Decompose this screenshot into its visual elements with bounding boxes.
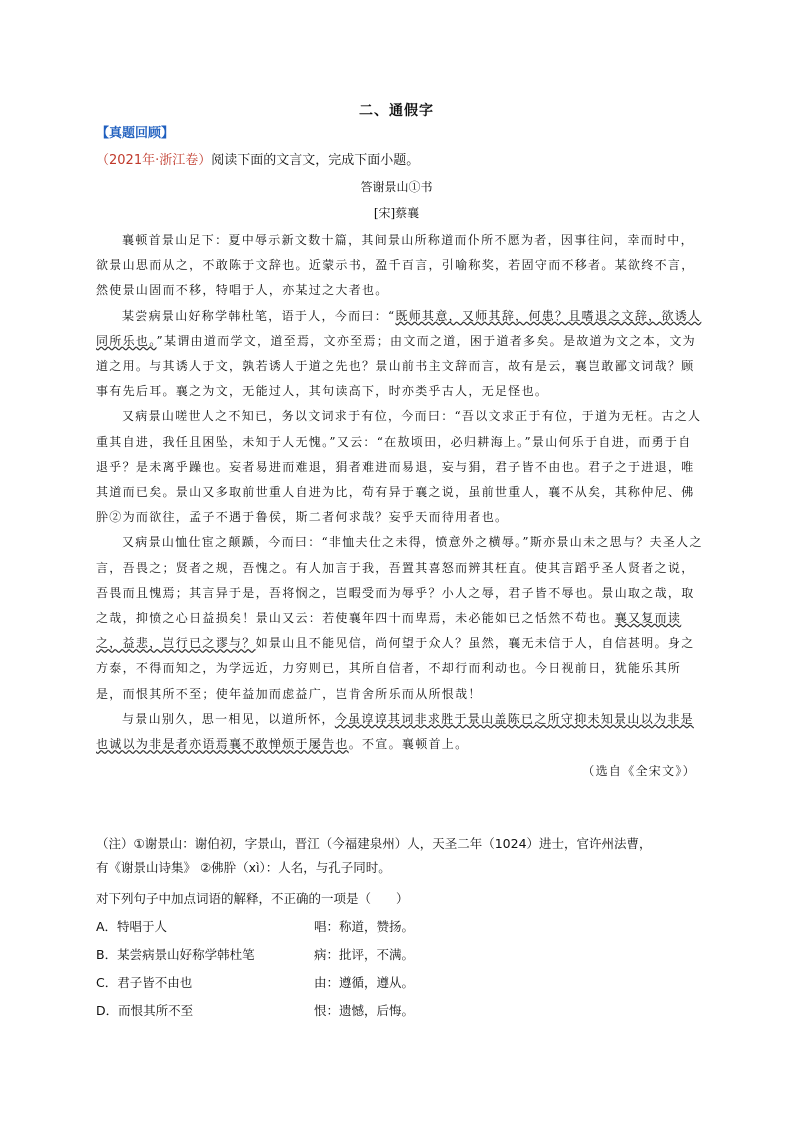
- paragraph-2: 某尝病景山好称学韩杜笔，语于人，今而曰：“既师其意，又师其辞，何患？且嗜退之文辞，欲诱人同所乐也。”某谓由道而学文，道至焉，文亦至焉；由文而之道，困于道者多矣。是故道为文之本，文为道之用。与其诱人于文，孰若诱人于道之先也？景山前书主文辞而言，故有是云，襄岂敢鄙文词哉？顾事有先后耳。襄之为文，无能过人，其句读高下，时亦类乎古人，无足怪也。: [96, 308, 702, 399]
- note-line-1: （注）①谢景山：谢伯初，字景山，晋江（今福建泉州）人，天圣二年（1024）进士，官许州法曹，: [96, 836, 652, 851]
- option-d[interactable]: [96, 997, 696, 1025]
- option-c-sentence: C．君子皆不由也: [96, 975, 193, 990]
- underlined-sentence-3: 今虽谆谆其词非求胜于景山盖陈已之所守抑未知景山以为非是也诚以为非是者亦语焉襄不敢惮烦于屡告也: [96, 711, 694, 752]
- source-line: [96, 149, 419, 168]
- note-line-2: 有《谢景山诗集》 ②佛肸（xì）：人名，与孔子同时。: [96, 860, 391, 875]
- option-a-sentence: A．特唱于人: [96, 919, 168, 934]
- option-c-explanation: 由：遵循，遵从。: [314, 975, 415, 990]
- option-d-sentence: D．而恨其所不至: [96, 1003, 194, 1018]
- option-d-explanation: 恨：遗憾，后悔。: [314, 1003, 415, 1018]
- passage-body: [96, 228, 704, 784]
- paragraph-1: 襄顿首景山足下：夏中辱示新文数十篇，其间景山所称道而仆所不愿为者，因事往问，幸而时中，欲景山思而从之，不敢陈于文辞也。近蒙示书，盈千百言，引喻称奖，若固守而不移者。某欲终不言，然使景山固而不移，特唱于人，亦某过之大者也。: [96, 233, 695, 298]
- option-a[interactable]: [96, 913, 696, 941]
- underlined-sentence-2: 襄又复而读之，益悲，岂行已之谬与？: [96, 611, 682, 651]
- review-tag: 【真题回顾】: [96, 126, 175, 141]
- question-stem: 对下列句子中加点词语的解释，不正确的一项是（ ）: [96, 891, 409, 906]
- passage-author: [宋]蔡襄: [373, 206, 420, 220]
- footnotes: [96, 832, 706, 880]
- section-title: 二、通假字: [359, 103, 434, 119]
- instruction-text: 阅读下面的文言文，完成下面小题。: [211, 153, 420, 168]
- underlined-sentence-1: 既师其意，又师其辞，何患？且嗜退之文辞，欲诱人同所乐也。: [96, 308, 702, 348]
- option-c[interactable]: [96, 969, 696, 997]
- paragraph-3: 又病景山嗟世人之不知已，务以文词求于有位，今而曰：“吾以文求正于有位，于道为无枉。古之人重其自进，我任且困坠，未知于人无愧。”又云：“在敖顷田，必归耕海上。”景山何乐于自进，而勇于自退乎？是未离乎躁也。妄者易进而难退，狷者难进而易退，妄与狷，君子皆不由也。君子之于进退，唯其道而已矣。景山又多取前世重人自进为比，苟有异于襄之说，虽前世重人，襄不从矣，其称仲尼、佛肸②为而欲往，孟子不遇于鲁侯，斯二者何求哉？妄乎天而待用者也。: [96, 409, 702, 525]
- passage-title: 答谢景山①书: [360, 180, 433, 194]
- option-a-explanation: 唱：称道，赞扬。: [314, 919, 415, 934]
- option-b[interactable]: [96, 941, 696, 969]
- selected-from: （选自《全宋文》）: [582, 764, 696, 779]
- paragraph-5: 与景山别久，思一相见，以道所怀，今虽谆谆其词非求胜于景山盖陈已之所守抑未知景山以为非是也诚以为非是者亦语焉襄不敢惮烦于屡告也。不宣。襄顿首上。: [96, 711, 694, 752]
- exam-source: （2021年·浙江卷）: [96, 153, 212, 168]
- question-block: [96, 885, 696, 1025]
- option-b-sentence: B．某尝病景山好称学韩杜笔: [96, 947, 255, 962]
- option-b-explanation: 病：批评，不满。: [314, 947, 415, 962]
- paragraph-4: 又病景山恤仕宦之颠踬，今而曰：“非恤夫仕之未得，愤意外之横辱。”斯亦景山未之思与？夫圣人之言，吾畏之；贤者之规，吾愧之。有人加言于我，吾置其喜怒而辨其枉直。使其言蹈乎圣人贤者之说，吾畏而且愧焉；其言异于是，吾将悯之，岂暇受而为辱乎？小人之辱，君子皆不辱也。景山取之哉，取之哉，抑愤之心日益损矣！景山又云：若使襄年四十而卑焉，未必能如已之恬然不苟也。襄又复而读之，益悲，岂行已之谬与？如景山且不能见信，尚何望于众人？虽然，襄无未信于人，自信甚明。身之方泰，不得而知之，为学远近，力穷则已，其所自信者，不却行而利动也。今日视前日，犹能乐其所是，而恨其所不至；使年益加而虑益广，岂肯舍所乐而从所恨哉！: [96, 535, 703, 701]
